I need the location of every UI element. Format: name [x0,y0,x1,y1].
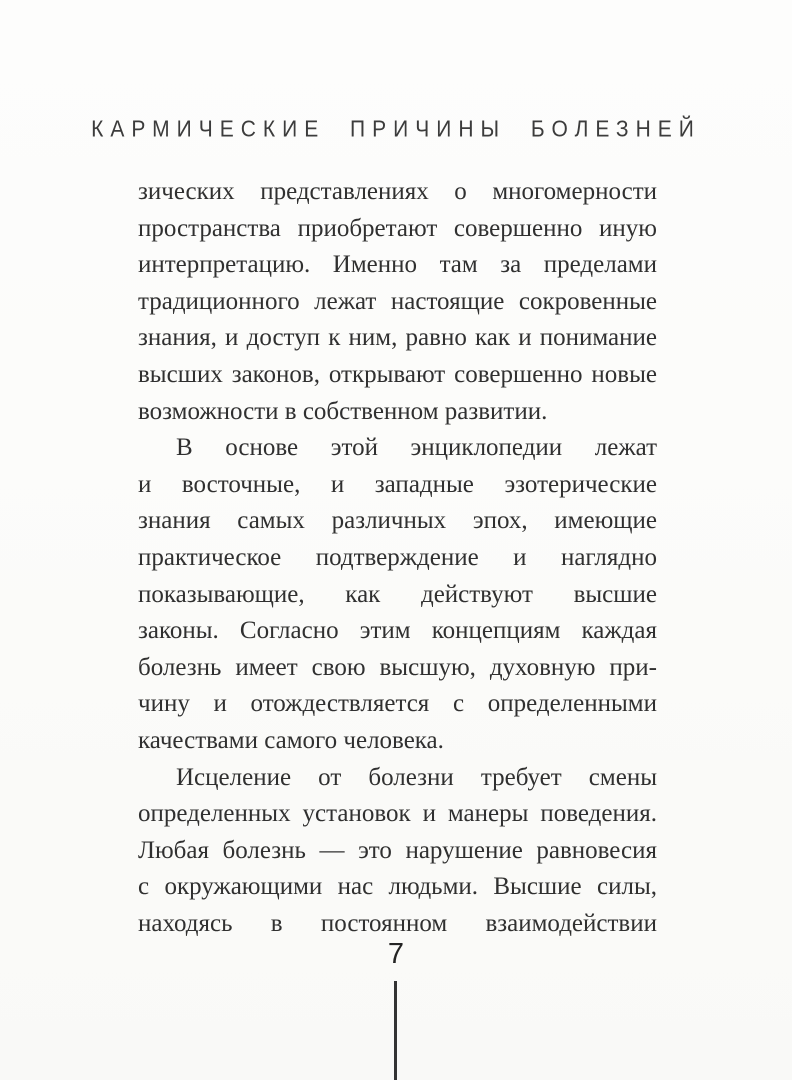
text-line: высших законов, открывают совершенно новые [138,360,657,388]
paragraph [138,760,657,943]
text-line: чину и отождествляется с определенными [138,690,657,718]
text-line: знания, и доступ к ним, равно как и понимание [138,324,657,352]
text-line: знания самых различных эпох, имеющие [138,507,657,535]
text-line: зических представлениях о многомерности [138,178,657,205]
text-line: с окружающими нас людьми. Высшие силы, [138,873,657,901]
footer-vertical-rule [394,981,397,1080]
text-line: Исцеление от болезни требует смены [176,763,657,791]
text-line: и восточные, и западные эзотерические [138,470,657,498]
text-line: практическое подтверждение и наглядно [138,543,657,571]
text-line: интерпретацию. Именно там за пределами [138,251,657,279]
text-line: пространства приобретают совершенно иную [138,214,657,242]
text-line: болезнь имеет свою высшую, духовную при- [138,653,657,681]
paragraph [138,430,657,759]
paragraph [138,174,657,430]
body-text [138,174,657,942]
text-line: возможности в собственном развитии. [138,397,548,425]
text-line: законы. Согласно этим концепциям каждая [138,617,657,645]
text-line: качествами самого человека. [138,726,444,754]
text-line: Любая болезнь — это нарушение равновесия [138,836,657,864]
page-number: 7 [387,938,405,970]
text-line: традиционного лежат настоящие сокровенные [138,287,657,315]
text-line: В основе этой энциклопедии лежат [176,434,657,462]
text-line: показывающие, как действуют высшие [138,580,657,608]
text-line: определенных установок и манеры поведения. [138,800,657,828]
text-line: находясь в постоянном взаимодействии [138,909,657,937]
running-header: КАРМИЧЕСКИЕ ПРИЧИНЫ БОЛЕЗНЕЙ [91,117,701,142]
